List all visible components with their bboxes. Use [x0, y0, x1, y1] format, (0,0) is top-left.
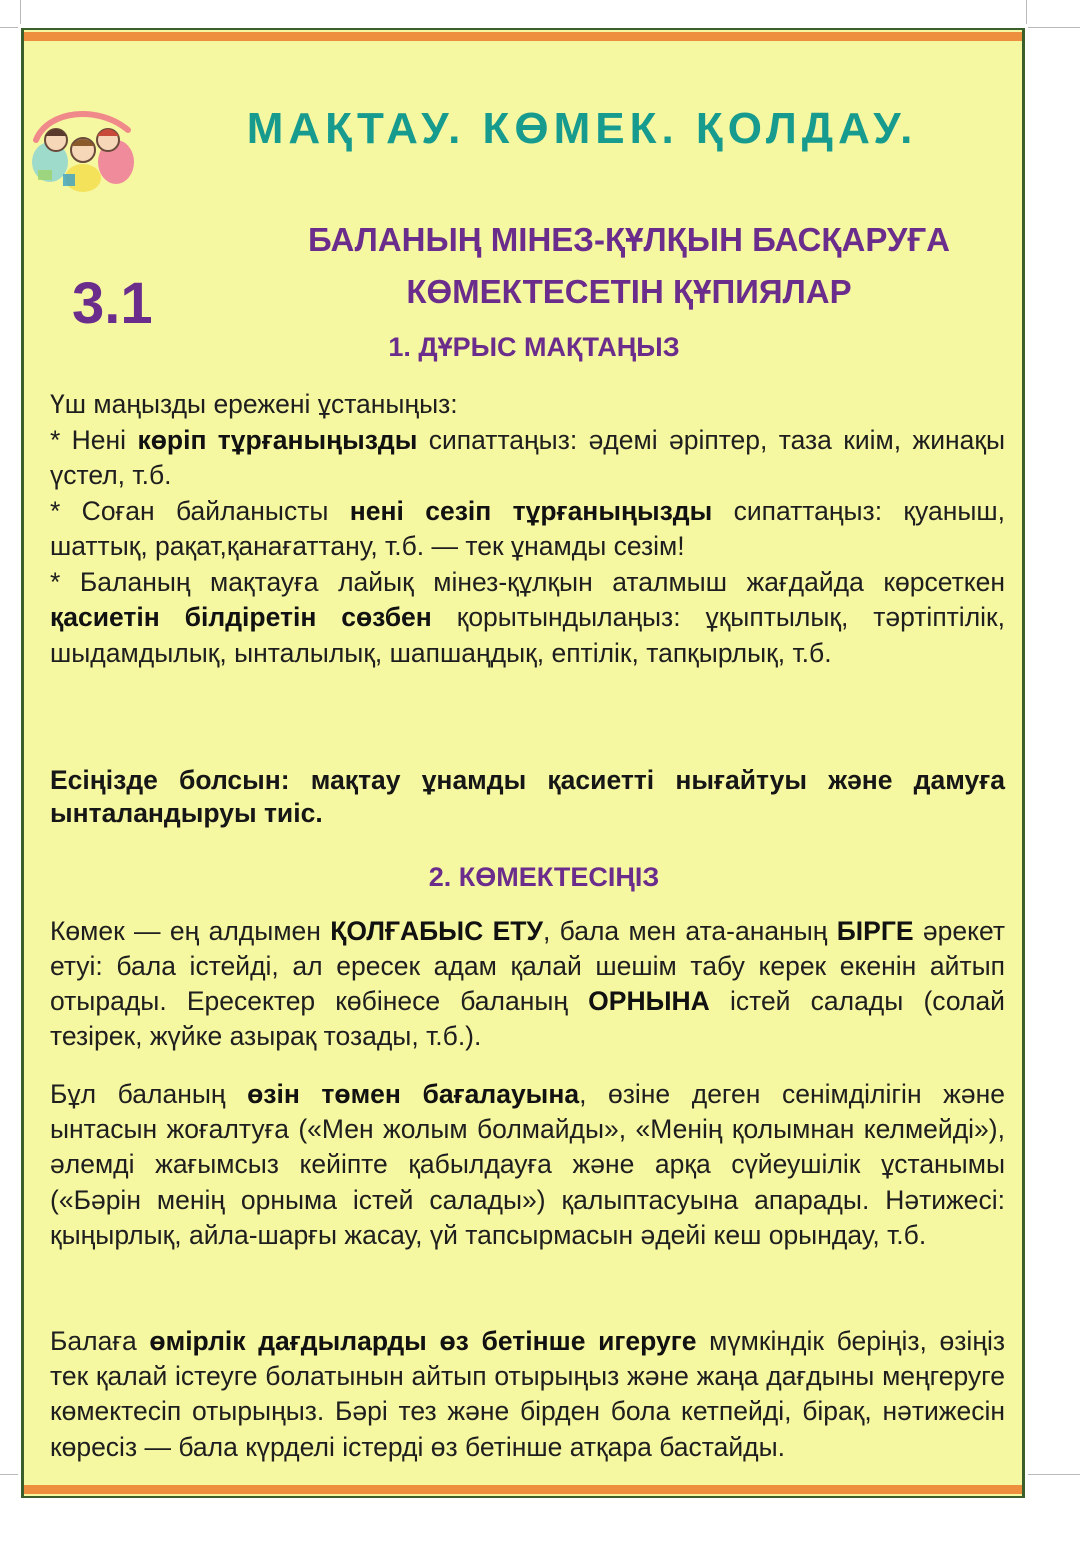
- crop-mark-top-right-v: [1026, 0, 1027, 24]
- rule-text: * Нені: [50, 424, 138, 455]
- rule-text: * Соған байланысты: [50, 495, 350, 526]
- help-paragraph-3: [50, 1324, 1005, 1465]
- paragraph-text: , бала мен ата-ананың: [542, 916, 837, 946]
- rule-item: [50, 565, 1005, 672]
- section-1-heading: 1. ДҰРЫС МАҚТАҢЫЗ: [388, 332, 680, 362]
- children-group-icon: [28, 100, 140, 195]
- rule-emphasis: нені сезіп тұрғаныңызды: [349, 495, 713, 526]
- crop-mark-bottom-left: [0, 1474, 18, 1475]
- document-page: [21, 28, 1025, 1498]
- crop-mark-top-right: [1028, 27, 1080, 28]
- section-2-heading: 2. КӨМЕКТЕСІҢІЗ: [428, 862, 660, 892]
- crop-mark-bottom-right: [1028, 1474, 1080, 1475]
- paragraph-emphasis: ҚОЛҒАБЫС ЕТУ: [330, 916, 543, 946]
- rule-item: [50, 423, 1005, 494]
- paragraph-emphasis: ОРНЫНА: [588, 986, 710, 1016]
- paragraph-text: әрекет етуі: бала істейді, ал ересек адам қалай шешім табу керек екенін айтып отырады. Ересектер көбінесе баланың: [50, 916, 1005, 1016]
- rule-text: * Баланың мақтауға лайық мінез-құлқын аталмыш жағдайда көрсеткен: [50, 566, 1005, 597]
- rules-list: [50, 423, 1005, 672]
- paragraph-text: мүмкіндік беріңіз, өзіңіз тек қалай істеуге болатынын айтып отырыңыз және жаңа дағдыны меңгеруге көмектесіп отырыңыз. Бәрі тез және бірден бола кетпейді, бірақ, нәтижесін көресіз — бала күрделі істерді өз бетінше атқара бастайды.: [50, 1326, 1005, 1462]
- paragraph-text: Балаға: [50, 1326, 150, 1356]
- crop-mark-top-left: [0, 27, 18, 28]
- rule-text: қорытындылаңыз: ұқыптылық, тәртіптілік, шыдамдылық, ынталылық, шапшаңдық, ептілік, тапқырлық, т.б.: [50, 602, 1005, 668]
- paragraph-emphasis: өмірлік дағдыларды өз бетінше игеруге: [149, 1326, 697, 1356]
- paragraph-text: істей салады (солай тезірек, жүйке азырақ тозады, т.б.).: [50, 986, 1005, 1051]
- remember-note: Есіңізде болсын: мақтау ұнамды қасиетті нығайтуы және дамуға ынталандыруы тиіс.: [50, 765, 1005, 828]
- rule-text: сипаттаңыз: әдемі әріптер, таза киім, жинақы үстел, т.б.: [50, 424, 1006, 490]
- crop-mark-top-left-v: [20, 0, 21, 24]
- subtitle-line-2: КӨМЕКТЕСЕТІН ҚҰПИЯЛАР: [406, 273, 852, 310]
- rule-text: сипаттаңыз: қуаныш, шаттық, рақат,қанағаттану, т.б. — тек ұнамды сезім!: [50, 495, 1006, 561]
- section-1-body: [50, 387, 1005, 671]
- paragraph-emphasis: өзін төмен бағалауына: [247, 1079, 580, 1109]
- section-number: 3.1: [72, 271, 153, 336]
- rule-emphasis: қасиетін білдіретін сөзбен: [50, 602, 432, 632]
- rules-intro: Үш маңызды ережені ұстаныңыз:: [50, 389, 458, 419]
- help-paragraph-1: [50, 914, 1005, 1054]
- paragraph-text: Бұл баланың: [50, 1079, 248, 1109]
- rule-emphasis: көріп тұрғаныңызды: [137, 424, 418, 455]
- bottom-accent-band: [24, 1485, 1022, 1494]
- top-accent-band: [24, 32, 1022, 41]
- subtitle-line-1: БАЛАНЫҢ МІНЕЗ-ҚҰЛҚЫН БАСҚАРУҒА: [307, 221, 950, 258]
- paragraph-emphasis: БІРГЕ: [836, 916, 914, 946]
- page-title: МАҚТАУ. КӨМЕК. ҚОЛДАУ.: [246, 104, 918, 153]
- paragraph-text: , өзіне деген сенімділігін және ынтасын жоғалтуға («Мен жолым болмайды», «Менің қолымнан келмейді»), әлемді жағымсыз кейіпте қабылдауға және арқа сүйеушілік ұстанымы («Бәрін менің орныма істей салады») қалыптасуына апарады. Нәтижесі: қыңырлық, айла-шарғы жасау, үй тапсырмасын әдейі кеш орындау, т.б.: [50, 1079, 1005, 1250]
- paragraph-text: Көмек — ең алдымен: [50, 916, 331, 946]
- help-paragraph-2: [50, 1077, 1005, 1253]
- rule-item: [50, 494, 1005, 565]
- page-subtitle: [234, 214, 1024, 318]
